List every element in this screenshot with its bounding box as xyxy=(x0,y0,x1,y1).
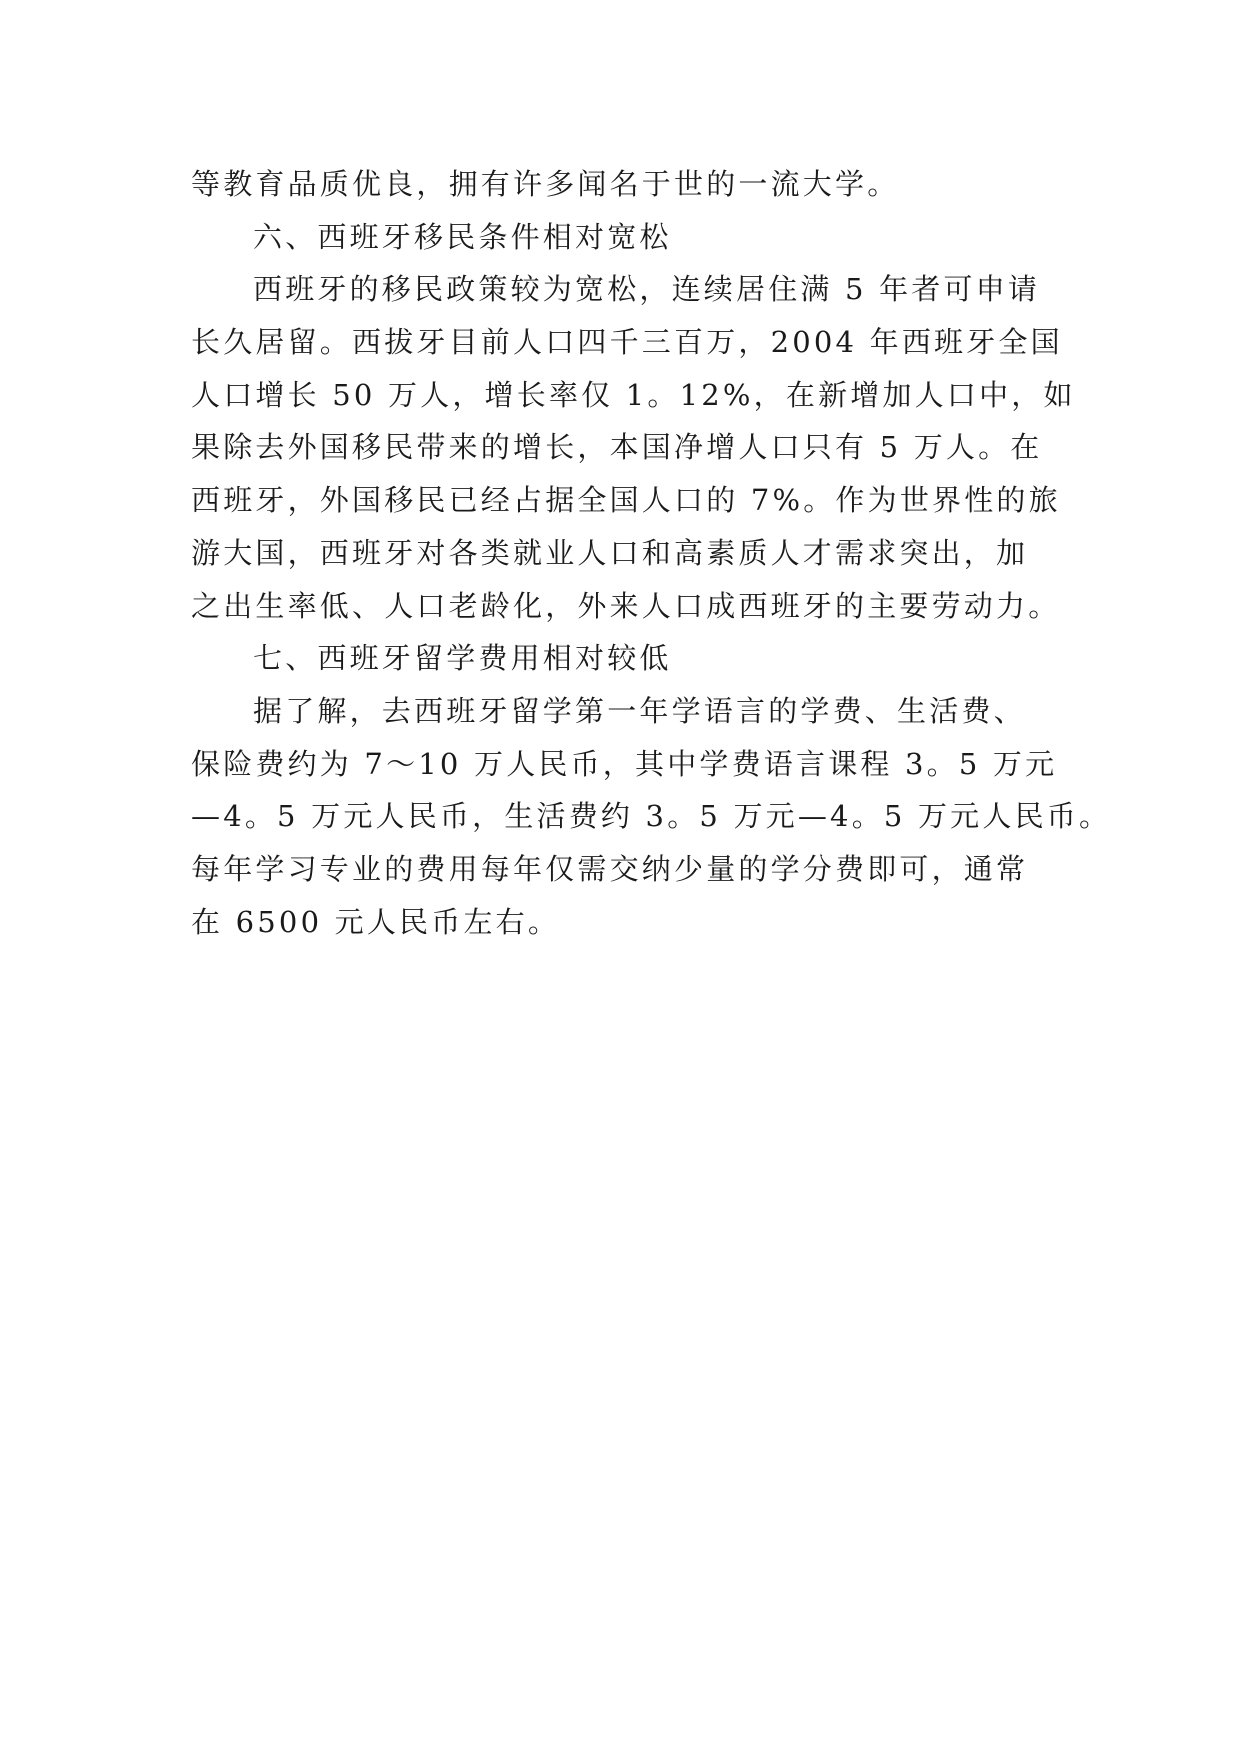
paragraph-line: 西班牙的移民政策较为宽松，连续居住满 5 年者可申请 xyxy=(253,272,1041,307)
paragraph-line: 人口增长 50 万人，增长率仅 1。12%，在新增加人口中，如 xyxy=(191,377,1076,412)
paragraph-line: 据了解，去西班牙留学第一年学语言的学费、生活费、 xyxy=(253,693,1026,728)
paragraph-line: 之出生率低、人口老龄化，外来人口成西班牙的主要劳动力。 xyxy=(191,588,1061,623)
paragraph-line: 保险费约为 7～10 万人民币，其中学费语言课程 3。5 万元 xyxy=(191,746,1058,781)
document-body xyxy=(191,158,1112,948)
paragraph-line: 等教育品质优良，拥有许多闻名于世的一流大学。 xyxy=(191,167,900,201)
paragraph-line: 在 6500 元人民币左右。 xyxy=(191,904,561,939)
paragraph-line: 果除去外国移民带来的增长，本国净增人口只有 5 万人。在 xyxy=(191,430,1043,465)
paragraph-line: 游大国，西班牙对各类就业人口和高素质人才需求突出，加 xyxy=(191,535,1029,570)
paragraph-line: 长久居留。西拔牙目前人口四千三百万，2004 年西班牙全国 xyxy=(191,325,1063,360)
section-heading-immigration: 六、西班牙移民条件相对宽松 xyxy=(253,219,672,254)
paragraph-line: 每年学习专业的费用每年仅需交纳少量的学分费即可，通常 xyxy=(191,851,1029,886)
section-heading-costs: 七、西班牙留学费用相对较低 xyxy=(253,641,672,676)
paragraph-line: —4。5 万元人民币，生活费约 3。5 万元—4。5 万元人民币。 xyxy=(191,799,1112,834)
paragraph-line: 西班牙，外国移民已经占据全国人口的 7%。作为世界性的旅 xyxy=(191,483,1061,518)
